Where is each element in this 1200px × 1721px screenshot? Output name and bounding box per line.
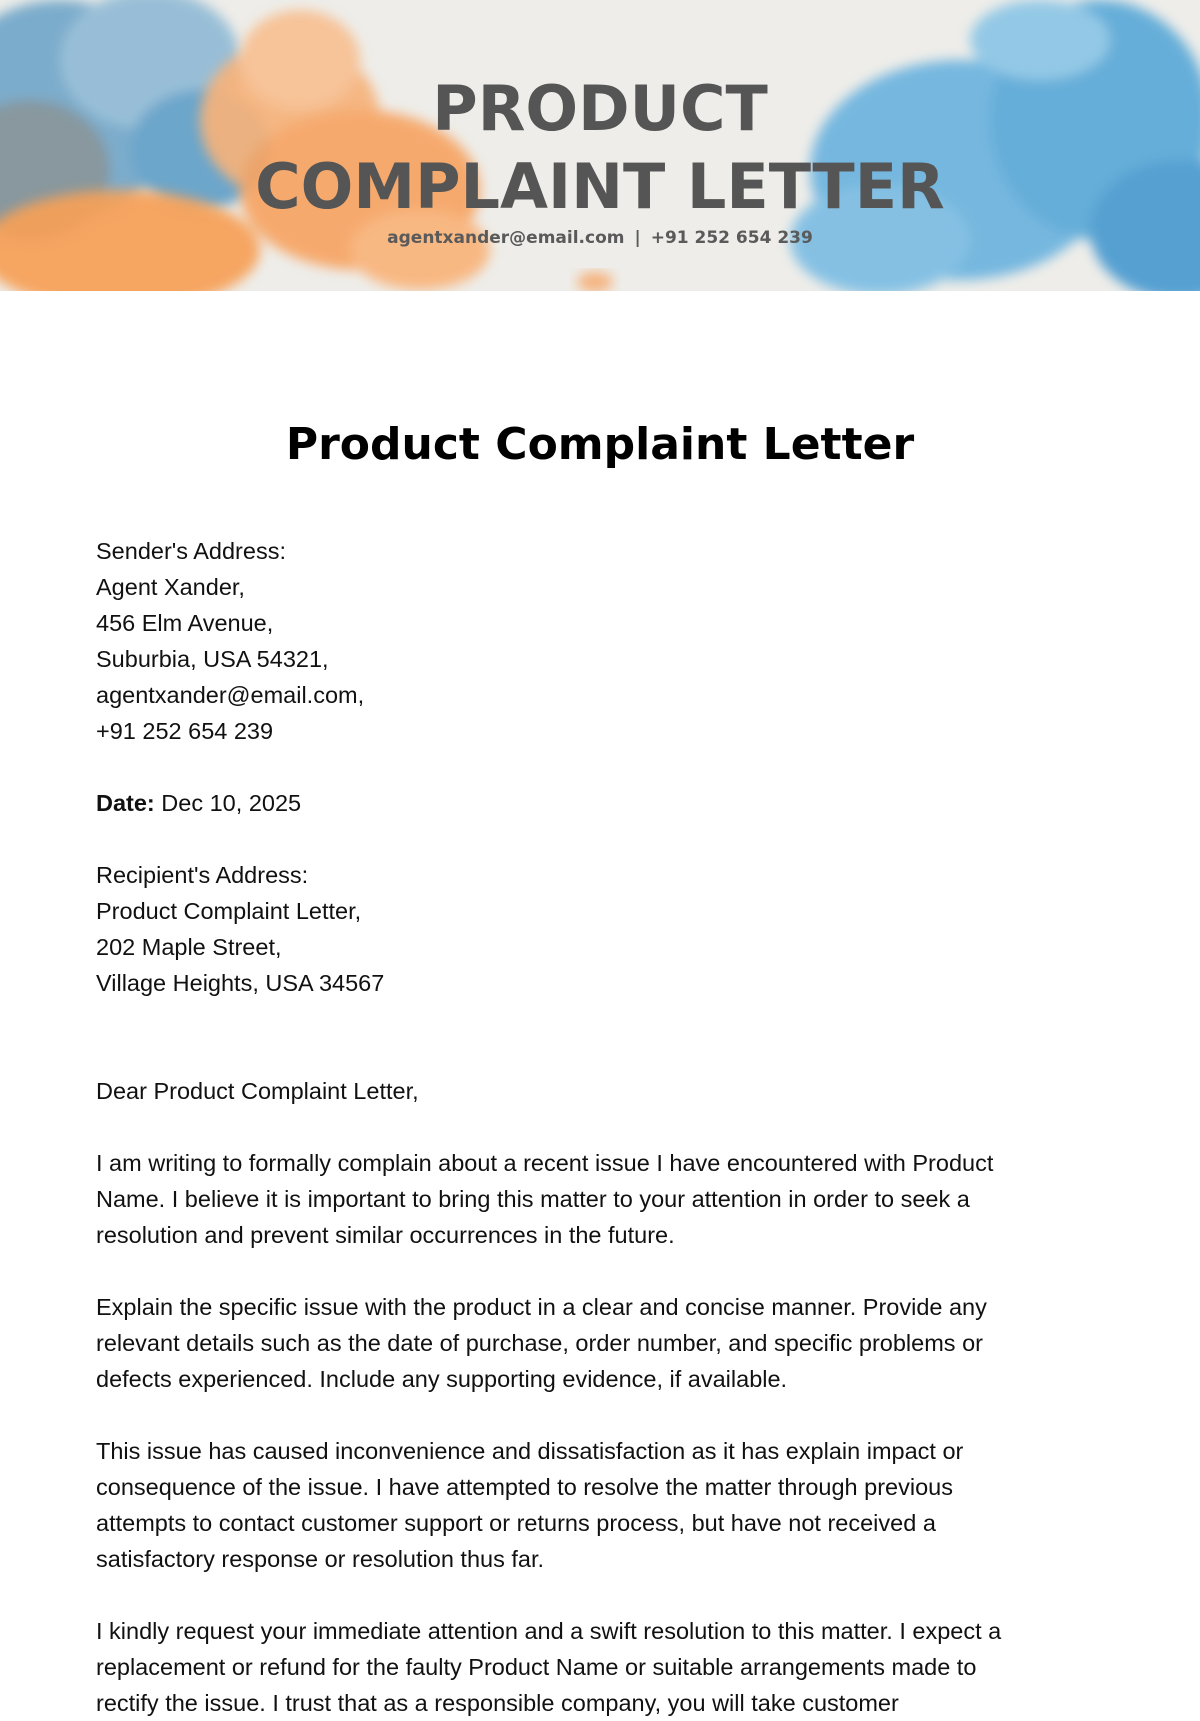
- document-title: Product Complaint Letter: [285, 419, 915, 470]
- banner-title: [0, 70, 1200, 226]
- banner-title-line-2: COMPLAINT LETTER: [255, 150, 945, 223]
- sender-line: agentxander@email.com,: [96, 682, 365, 708]
- paragraph: [96, 1613, 1106, 1721]
- date-label: Date:: [96, 790, 155, 816]
- sender-line: 456 Elm Avenue,: [96, 610, 274, 636]
- paragraph-line: satisfactory response or resolution thus far.: [96, 1546, 545, 1572]
- sender-line: Agent Xander,: [96, 574, 245, 600]
- paragraph-line: This issue has caused inconvenience and dissatisfaction as it has explain impact or: [96, 1438, 964, 1464]
- banner-email: agentxander@email.com: [387, 228, 625, 248]
- paragraph-line: Explain the specific issue with the product in a clear and concise manner. Provide any: [96, 1294, 987, 1320]
- recipient-line: 202 Maple Street,: [96, 934, 282, 960]
- letter-body: [96, 533, 1106, 1721]
- paragraph: [96, 1145, 1106, 1253]
- recipient-line: Product Complaint Letter,: [96, 898, 362, 924]
- salutation: Dear Product Complaint Letter,: [96, 1078, 419, 1104]
- date-line: [96, 785, 1106, 821]
- paragraph-line: Name. I believe it is important to bring this matter to your attention in order to seek a: [96, 1186, 970, 1212]
- paragraph-line: attempts to contact customer support or returns process, but have not received a: [96, 1510, 936, 1536]
- banner-separator: |: [634, 228, 641, 248]
- recipient-heading: Recipient's Address:: [96, 862, 309, 888]
- banner-phone: +91 252 654 239: [650, 228, 813, 248]
- paragraph-line: consequence of the issue. I have attempted to resolve the matter through previous: [96, 1474, 953, 1500]
- paragraph-line: rectify the issue. I trust that as a responsible company, you will take customer: [96, 1690, 899, 1716]
- paragraph-line: relevant details such as the date of purchase, order number, and specific problems or: [96, 1330, 983, 1356]
- sender-address: [96, 533, 1106, 749]
- sender-line: +91 252 654 239: [96, 718, 274, 744]
- paragraph-line: I kindly request your immediate attention and a swift resolution to this matter. I expect a: [96, 1618, 1002, 1644]
- banner-title-line-1: PRODUCT: [432, 72, 768, 145]
- sender-line: Suburbia, USA 54321,: [96, 646, 329, 672]
- paragraph-line: defects experienced. Include any supporting evidence, if available.: [96, 1366, 788, 1392]
- sender-heading: Sender's Address:: [96, 538, 286, 564]
- banner-contact: [0, 228, 1200, 248]
- paragraph: [96, 1289, 1106, 1397]
- paragraph-line: I am writing to formally complain about a recent issue I have encountered with Product: [96, 1150, 994, 1176]
- recipient-line: Village Heights, USA 34567: [96, 970, 385, 996]
- paragraph-line: replacement or refund for the faulty Product Name or suitable arrangements made to: [96, 1654, 977, 1680]
- paragraph: [96, 1433, 1106, 1577]
- header-banner: [0, 0, 1200, 291]
- recipient-address: [96, 857, 1106, 1001]
- date-value: Dec 10, 2025: [161, 790, 302, 816]
- paragraph-line: resolution and prevent similar occurrences in the future.: [96, 1222, 675, 1248]
